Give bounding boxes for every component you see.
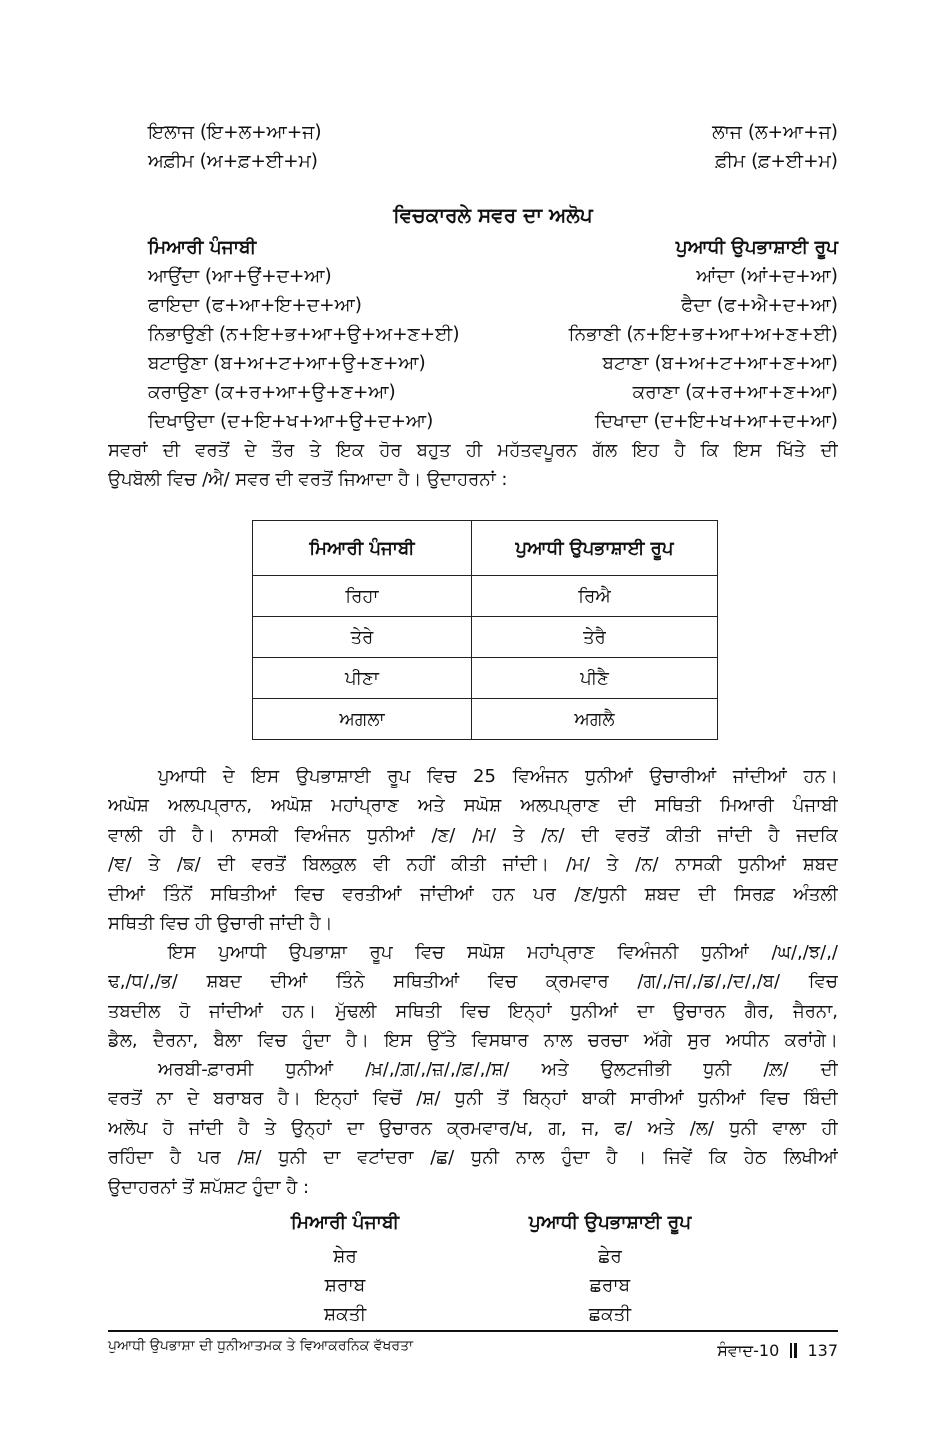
text-line: ਢ,/ਧ/,/ਭ/ ਸ਼ਬਦ ਦੀਆਂ ਤਿੰਨੇ ਸਥਿਤੀਆਂ ਵਿਚ ਕ੍ਰਮਵਾਰ /ਗ/,/ਜ/,/ਡ/,/ਦ/,/ਬ/ ਵਿਚ bbox=[108, 971, 838, 993]
text-line: ਇਸ ਪੁਆਧੀ ਉਪਭਾਸ਼ਾ ਰੂਪ ਵਿਚ ਸਘੋਸ਼ ਮਹਾਂਪ੍ਰਾਣ ਵਿਅੰਜਨੀ ਧੁਨੀਆਂ /ਘ/,/ਝ/,/ bbox=[168, 942, 838, 963]
text-line: ਸਥਿਤੀ ਵਿਚ ਹੀ ਉਚਾਰੀ ਜਾਂਦੀ ਹੈ। bbox=[108, 912, 333, 934]
text-line: ਉਪਬੋਲੀ ਵਿਚ /ਐ/ ਸਵਰ ਦੀ ਵਰਤੋਂ ਜਿਆਦਾ ਹੈ। ਉਦਾਹਰਨਾਂ : bbox=[108, 469, 508, 491]
text-line: ਪੁਆਧੀ ਦੇ ਇਸ ਉਪਭਾਸ਼ਾਈ ਰੂਪ ਵਿਚ 25 ਵਿਅੰਜਨ ਧੁਨੀਆਂ ਉਚਾਰੀਆਂ ਜਾਂਦੀਆਂ ਹਨ। bbox=[158, 766, 838, 787]
page-number: 137 bbox=[807, 1341, 838, 1360]
text-line: ਅਲੋਪ ਹੋ ਜਾਂਦੀ ਹੈ ਤੇ ਉਨ੍ਹਾਂ ਦਾ ਉਚਾਰਨ ਕ੍ਰਮਵਾਰ/ਖ, ਗ, ਜ, ਫ/ ਅਤੇ /ਲ/ ਧੁਨੀ ਵਾਲਾ ਹੀ bbox=[108, 1117, 838, 1139]
dialect-form: ਫੈਦਾ (ਫ+ਐ+ਦ+ਆ) bbox=[681, 295, 838, 316]
separator-bar bbox=[790, 1343, 792, 1358]
page-footer-right bbox=[717, 1340, 838, 1362]
comparison-row bbox=[148, 262, 838, 291]
text-line: ਅਘੋਸ਼ ਅਲਪਪ੍ਰਾਨ, ਅਘੋਸ਼ ਮਹਾਂਪ੍ਰਾਣ ਅਤੇ ਸਘੋਸ਼ ਅਲਪਪ੍ਰਾਣ ਦੀ ਸਥਿਤੀ ਮਿਆਰੀ ਪੰਜਾਬੀ bbox=[108, 795, 838, 817]
list-standard-word: ਸ਼ੇਰ bbox=[333, 1246, 357, 1267]
dialect-form: ਆਂਦਾ (ਆਂ+ਦ+ਆ) bbox=[696, 266, 838, 287]
text-line: ਰਹਿੰਦਾ ਹੈ ਪਰ /ਸ਼/ ਧੁਨੀ ਦਾ ਵਟਾਂਦਰਾ /ਛ/ ਧੁਨੀ ਨਾਲ ਹੁੰਦਾ ਹੈ । ਜਿਵੇਂ ਕਿ ਹੇਠ ਲਿਖੀਆਂ bbox=[108, 1147, 838, 1169]
table-header-dialect: ਪੁਆਧੀ ਉਪਭਾਸ਼ਾਈ ਰੂਪ bbox=[472, 521, 718, 576]
table-cell-standard: ਰਿਹਾ bbox=[253, 576, 472, 617]
dialect-form: ਨਿਭਾਣੀ (ਨ+ਇ+ਭ+ਆ+ਅ+ਣ+ਈ) bbox=[568, 324, 838, 345]
standard-form: ਕਰਾਉਣਾ (ਕ+ਰ+ਆ+ਉ+ਣ+ਆ) bbox=[148, 382, 396, 403]
top-pair-row bbox=[148, 118, 838, 147]
col-standard-heading: ਮਿਆਰੀ ਪੰਜਾਬੀ bbox=[148, 237, 257, 258]
paragraph-arabic-persian bbox=[108, 1055, 838, 1202]
paragraph-aspirates bbox=[108, 938, 838, 1056]
table-cell-dialect: ਤੇਰੈ bbox=[472, 617, 718, 658]
text-line: ਡੈਲ, ਦੈਰਨਾ, ਬੈਲਾ ਵਿਚ ਹੁੰਦਾ ਹੈ। ਇਸ ਉੱਤੇ ਵਿਸਥਾਰ ਨਾਲ ਚਰਚਾ ਅੱਗੇ ਸੁਰ ਅਧੀਨ ਕਰਾਂਗੇ। bbox=[108, 1030, 838, 1052]
text-line: ਉਦਾਹਰਨਾਂ ਤੋਂ ਸ਼ਪੱਸ਼ਟ ਹੁੰਦਾ ਹੈ : bbox=[108, 1176, 310, 1198]
dialect-form: ਬਟਾਣਾ (ਬ+ਅ+ਟ+ਆ+ਣ+ਆ) bbox=[602, 353, 838, 374]
table-cell-dialect: ਰਿਐ bbox=[472, 576, 718, 617]
list-header-dialect: ਪੁਆਧੀ ਉਪਭਾਸ਼ਾਈ ਰੂਪ bbox=[528, 1212, 692, 1233]
comparison-row bbox=[148, 291, 838, 320]
list-dialect-word: ਛੇਰ bbox=[598, 1246, 622, 1267]
text-line: ਤਬਦੀਲ ਹੋ ਜਾਂਦੀਆਂ ਹਨ। ਮੁੱਢਲੀ ਸਥਿਤੀ ਵਿਚ ਇਨ੍ਹਾਂ ਧੁਨੀਆਂ ਦਾ ਉਚਾਰਨ ਗੈਰ, ਜੈਰਨਾ, bbox=[108, 1000, 838, 1022]
text-line: ਵਰਤੋਂ ਨਾ ਦੇ ਬਰਾਬਰ ਹੈ। ਇਨ੍ਹਾਂ ਵਿਚੋਂ /ਸ਼/ ਧੁਨੀ ਤੋਂ ਬਿਨ੍ਹਾਂ ਬਾਕੀ ਸਾਰੀਆਂ ਧੁਨੀਆਂ ਵਿਚ ਬਿੰਦੀ bbox=[108, 1088, 838, 1110]
table-header-row bbox=[253, 521, 718, 576]
pair-left: ਇਲਾਜ (ਇ+ਲ+ਆ+ਜ) bbox=[148, 122, 322, 143]
table-header-standard: ਮਿਆਰੀ ਪੰਜਾਬੀ bbox=[253, 521, 472, 576]
table-row bbox=[253, 699, 718, 740]
top-pair-row bbox=[148, 147, 838, 176]
standard-form: ਨਿਭਾਉਣੀ (ਨ+ਇ+ਭ+ਆ+ਉ+ਅ+ਣ+ਈ) bbox=[148, 324, 460, 345]
footer-rule bbox=[108, 1330, 838, 1332]
table-row bbox=[253, 576, 718, 617]
text-line: /ਞ/ ਤੇ /ਙ/ ਦੀ ਵਰਤੋਂ ਬਿਲਕੁਲ ਵੀ ਨਹੀਂ ਕੀਤੀ ਜਾਂਦੀ। /ਮ/ ਤੇ /ਨ/ ਨਾਸਕੀ ਧੁਨੀਆਂ ਸ਼ਬਦ bbox=[108, 854, 838, 876]
standard-form: ਬਟਾਉਣਾ (ਬ+ਅ+ਟ+ਆ+ਉ+ਣ+ਆ) bbox=[148, 353, 426, 374]
vowel-example-table bbox=[252, 520, 718, 740]
table-cell-standard: ਪੀਣਾ bbox=[253, 658, 472, 699]
standard-form: ਆਉਂਦਾ (ਆ+ਉਂ+ਦ+ਆ) bbox=[148, 266, 332, 287]
comparison-row bbox=[148, 320, 838, 349]
running-title: ਪੁਆਧੀ ਉਪਭਾਸ਼ਾ ਦੀ ਧੁਨੀਆਤਮਕ ਤੇ ਵਿਆਕਰਨਿਕ ਵੱਖਰਤਾ bbox=[108, 1338, 414, 1354]
table-cell-dialect: ਪੀਣੈ bbox=[472, 658, 718, 699]
text-line: ਵਾਲੀ ਹੀ ਹੈ। ਨਾਸਕੀ ਵਿਅੰਜਨ ਧੁਨੀਆਂ /ਣ/ /ਮ/ ਤੇ /ਨ/ ਦੀ ਵਰਤੋਂ ਕੀਤੀ ਜਾਂਦੀ ਹੈ ਜਦਕਿ bbox=[108, 824, 838, 846]
table-cell-standard: ਅਗਲਾ bbox=[253, 699, 472, 740]
text-line: ਅਰਬੀ-ਫ਼ਾਰਸੀ ਧੁਨੀਆਂ /ਖ਼/,/ਗ਼/,/ਜ਼/,/ਫ਼/,/ਸ਼/ ਅਤੇ ਉਲਟਜੀਭੀ ਧੁਨੀ /ਲ਼/ ਦੀ bbox=[158, 1059, 838, 1080]
paragraph-consonants bbox=[108, 762, 838, 938]
pair-right: ਲਾਜ (ਲ+ਆ+ਜ) bbox=[712, 122, 838, 143]
comparison-row bbox=[148, 349, 838, 378]
text-line: ਸਵਰਾਂ ਦੀ ਵਰਤੋਂ ਦੇ ਤੌਰ ਤੇ ਇਕ ਹੋਰ ਬਹੁਤ ਹੀ ਮਹੱਤਵਪੂਰਨ ਗੱਲ ਇਹ ਹੈ ਕਿ ਇਸ ਖਿੱਤੇ ਦੀ bbox=[108, 440, 838, 461]
paragraph-vowel-usage bbox=[108, 436, 838, 495]
journal-name: ਸੰਵਾਦ-10 bbox=[717, 1341, 780, 1360]
table-cell-dialect: ਅਗਲੈ bbox=[472, 699, 718, 740]
dialect-form: ਕਰਾਣਾ (ਕ+ਰ+ਆ+ਣ+ਆ) bbox=[632, 382, 838, 403]
text-line: ਦੀਆਂ ਤਿੰਨੋਂ ਸਥਿਤੀਆਂ ਵਿਚ ਵਰਤੀਆਂ ਜਾਂਦੀਆਂ ਹਨ ਪਰ /ਣ/ਧੁਨੀ ਸ਼ਬਦ ਦੀ ਸਿਰਫ਼ ਅੰਤਲੀ bbox=[108, 883, 838, 905]
list-header-standard: ਮਿਆਰੀ ਪੰਜਾਬੀ bbox=[290, 1212, 400, 1233]
comparison-header bbox=[148, 233, 838, 262]
table-row bbox=[253, 658, 718, 699]
list-dialect-word: ਛਕਤੀ bbox=[588, 1304, 632, 1325]
dialect-form: ਦਿਖਾਦਾ (ਦ+ਇ+ਖ+ਆ+ਦ+ਆ) bbox=[594, 411, 838, 432]
table-cell-standard: ਤੇਰੇ bbox=[253, 617, 472, 658]
comparison-row bbox=[148, 378, 838, 407]
section-heading: ਵਿਚਕਾਰਲੇ ਸਵਰ ਦਾ ਅਲੋਪ bbox=[393, 203, 593, 227]
pair-right: ਫ਼ੀਮ (ਫ਼+ਈ+ਮ) bbox=[715, 151, 838, 172]
table-row bbox=[253, 617, 718, 658]
standard-form: ਫਾਇਦਾ (ਫ+ਆ+ਇ+ਦ+ਆ) bbox=[148, 295, 362, 316]
standard-form: ਦਿਖਾਉਦਾ (ਦ+ਇ+ਖ+ਆ+ਉ+ਦ+ਆ) bbox=[148, 411, 434, 432]
pair-left: ਅਫ਼ੀਮ (ਅ+ਫ਼+ਈ+ਮ) bbox=[148, 151, 318, 172]
list-dialect-word: ਛਰਾਬ bbox=[589, 1275, 631, 1296]
comparison-row bbox=[148, 407, 838, 436]
separator-bar bbox=[794, 1343, 797, 1358]
col-dialect-heading: ਪੁਆਧੀ ਉਪਭਾਸ਼ਾਈ ਰੂਪ bbox=[675, 237, 838, 258]
list-standard-word: ਸ਼ਕਤੀ bbox=[323, 1304, 367, 1325]
list-standard-word: ਸ਼ਰਾਬ bbox=[324, 1275, 366, 1296]
